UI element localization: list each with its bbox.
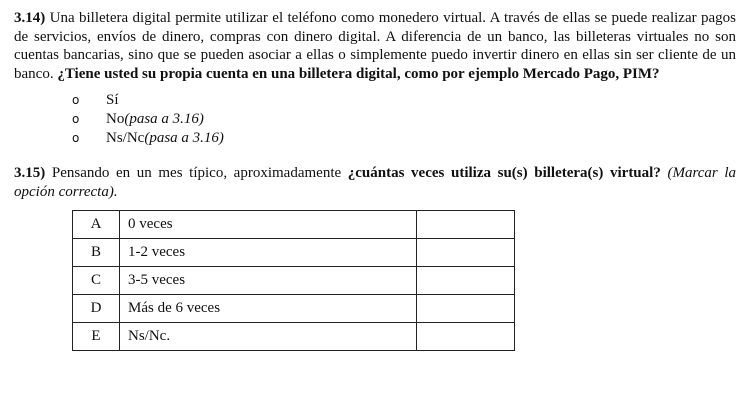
question-number: 3.14): [14, 10, 46, 26]
option-note: (pasa a 3.16): [124, 111, 204, 128]
option-note: (pasa a 3.16): [144, 130, 224, 147]
row-letter: E: [73, 322, 120, 350]
option-si[interactable]: [14, 91, 736, 110]
answer-mark-cell[interactable]: [417, 266, 515, 294]
question-prompt: ¿cuántas veces utiliza su(s) billetera(s) virtual?: [347, 165, 661, 182]
option-label: Sí: [106, 92, 119, 109]
option-label: No: [106, 111, 125, 128]
answer-table: [72, 210, 515, 351]
table-row[interactable]: [73, 294, 515, 322]
table-row[interactable]: [73, 238, 515, 266]
row-label: 0 veces: [120, 210, 417, 238]
row-label: 3-5 veces: [120, 266, 417, 294]
question-prompt: ¿Tiene usted su propia cuenta en una billetera digital, como por ejemplo Mercado Pago, PIM?: [57, 65, 660, 82]
question-3-14: [14, 9, 736, 83]
questionnaire-page: [14, 9, 736, 351]
table-row[interactable]: [73, 210, 515, 238]
row-letter: D: [73, 294, 120, 322]
row-letter: A: [73, 210, 120, 238]
table-row[interactable]: [73, 266, 515, 294]
option-ns-nc[interactable]: [14, 129, 736, 148]
row-label: Más de 6 veces: [120, 294, 417, 322]
question-text: Pensando en un mes típico, aproximadamente: [45, 165, 348, 182]
row-label: Ns/Nc.: [120, 322, 417, 350]
option-bullet-icon: o: [72, 112, 80, 127]
question-text: Una billetera digital permite utilizar el teléfono como monedero virtual. A través de ellas se puede realizar pagos de servicios, envíos de dinero, compras con dinero digital. A diferencia de un banco, las billeteras virtuales no son cuentas bancarias, sino que se pueden asociar a ellas o simplemente puedo invertir dinero en ellas sin ser cliente de un banco.: [14, 10, 736, 82]
question-instruction: (Marcar la opción correcta).: [14, 165, 737, 200]
option-label: Ns/Nc: [106, 130, 145, 147]
option-no[interactable]: [14, 110, 736, 129]
answer-mark-cell[interactable]: [417, 238, 515, 266]
row-letter: B: [73, 238, 120, 266]
option-bullet-icon: o: [72, 131, 80, 146]
answer-options: [14, 91, 736, 148]
question-number: 3.15): [14, 165, 46, 182]
row-label: 1-2 veces: [120, 238, 417, 266]
option-bullet-icon: o: [72, 93, 80, 108]
row-letter: C: [73, 266, 120, 294]
answer-mark-cell[interactable]: [417, 322, 515, 350]
answer-mark-cell[interactable]: [417, 294, 515, 322]
answer-mark-cell[interactable]: [417, 210, 515, 238]
table-row[interactable]: [73, 322, 515, 350]
question-3-15: [14, 164, 736, 201]
